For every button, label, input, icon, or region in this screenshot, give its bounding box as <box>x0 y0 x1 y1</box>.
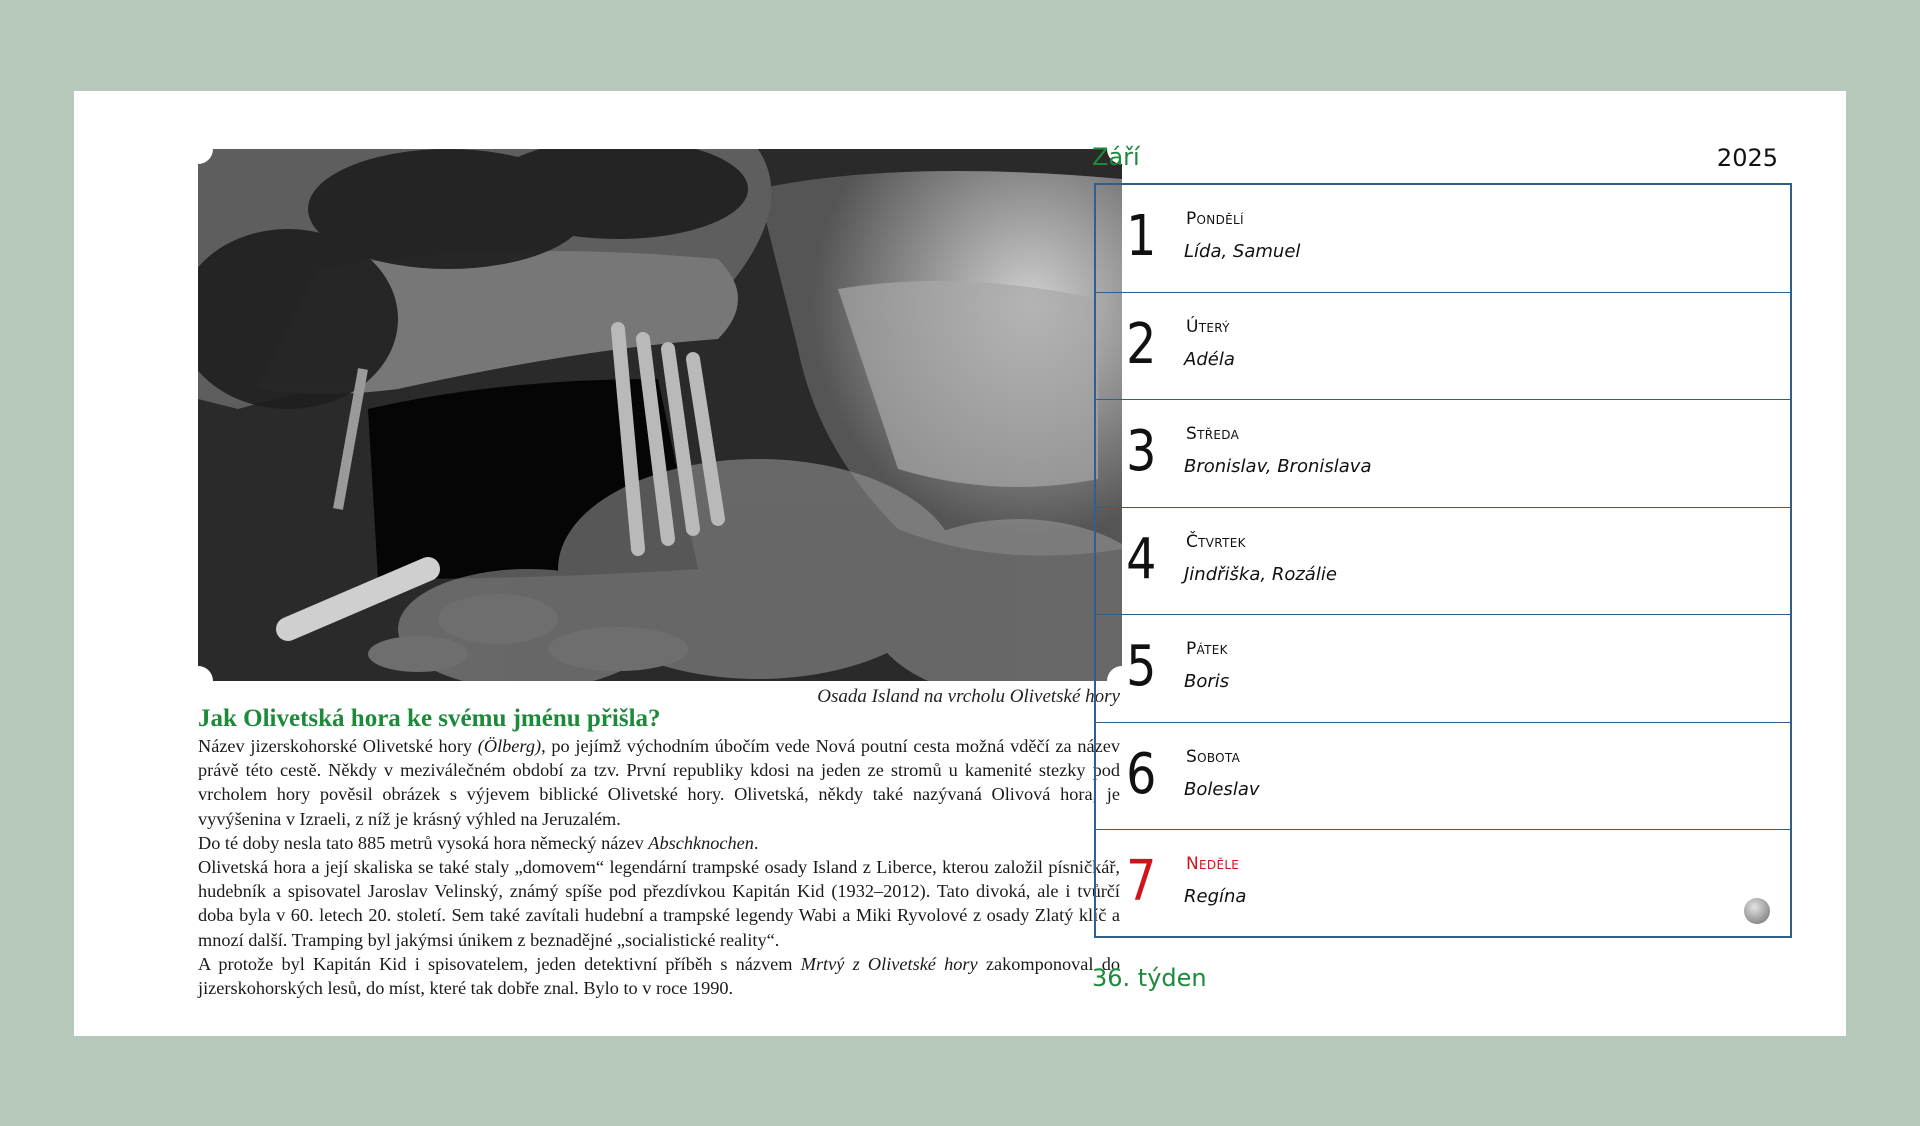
article-title: Jak Olivetská hora ke svému jménu přišla? <box>198 705 661 732</box>
text-run: Název jizerskohorské Olivetské hory <box>198 736 478 756</box>
day-row-7 <box>1096 829 1790 936</box>
article-paragraph <box>198 952 1120 1000</box>
text-run: . <box>753 832 759 853</box>
day-name: Neděle <box>1186 854 1240 874</box>
article-paragraph <box>198 831 1120 855</box>
day-number: 1 <box>1126 204 1157 269</box>
day-row-2 <box>1096 292 1790 399</box>
day-nameday: Adéla <box>1184 349 1235 370</box>
day-nameday: Bronislav, Bronislava <box>1184 456 1372 477</box>
day-nameday: Regína <box>1184 886 1247 907</box>
day-name: Pátek <box>1186 639 1228 659</box>
year-label: 2025 <box>1716 144 1778 172</box>
day-name: Pondělí <box>1186 209 1244 229</box>
day-number: 4 <box>1126 527 1157 592</box>
day-name: Sobota <box>1186 747 1241 767</box>
photo-image <box>198 149 1122 681</box>
day-row-4 <box>1096 507 1790 614</box>
day-number: 6 <box>1126 742 1157 807</box>
day-name: Čtvrtek <box>1186 532 1246 552</box>
day-name: Úterý <box>1186 317 1230 337</box>
day-nameday: Jindřiška, Rozálie <box>1184 564 1337 585</box>
photo-caption: Osada Island na vrcholu Olivetské hory <box>817 686 1120 707</box>
day-row-5 <box>1096 614 1790 721</box>
photo-osada-island <box>198 149 1122 681</box>
article-body <box>198 734 1120 1000</box>
calendar-page <box>74 91 1846 1036</box>
text-run-italic: Abschknochen <box>648 832 754 853</box>
day-row-1 <box>1096 185 1790 292</box>
day-nameday: Boris <box>1184 671 1230 692</box>
day-number: 3 <box>1126 419 1157 484</box>
day-number: 7 <box>1126 849 1157 914</box>
article-paragraph <box>198 734 1120 831</box>
text-run-italic: (Ölberg) <box>477 736 542 756</box>
day-table <box>1094 183 1792 938</box>
day-number: 2 <box>1126 312 1157 377</box>
article-paragraph: Olivetská hora a její skaliska se také staly „domovem“ legendární trampské osady Island z Liberce, kterou založil písničkář, hudebník a spisovatel Jaroslav Velinský, známý spíše pod přezdívkou Kapitán Kid (1932–2012). Tato divoká, ale i tvůrčí doba byla v 60. letech 20. století. Sem také zavítali hudební a trampské legendy Wabi a Miki Ryvolové z osady Zlatý klíč a mnozí další. Tramping byl jakýmsi únikem z beznadějné „socialistické reality“. <box>198 857 1120 950</box>
day-number: 5 <box>1126 634 1157 699</box>
text-run: , po jejímž východním úbočím vede Nová poutní cesta možná vděčí za název právě této cestě. Někdy v meziválečném období za tzv. První republiky kdosi na jeden ze stromů u kamenité stezky pod vrcholem hory pověsil obrázek s výjevem biblické Olivetské hory. Olivetská, někdy také nazývaná Olivová hora, je vyvýšenina v Izraeli, z níž je krásný výhled na Jeruzalém. <box>198 736 1120 829</box>
day-nameday: Lída, Samuel <box>1184 241 1301 262</box>
day-row-3 <box>1096 399 1790 506</box>
day-name: Středa <box>1186 424 1240 444</box>
text-run: zakomponoval do jizerskohorských lesů, do míst, které tak dobře znal. Bylo to v roce 1990. <box>198 953 1120 999</box>
week-label: 36. týden <box>1092 964 1207 992</box>
text-run: A protože byl Kapitán Kid i spisovatelem, jeden detektivní příběh s názvem <box>198 953 801 974</box>
text-run-italic: Mrtvý z Olivetské hory <box>800 953 978 974</box>
month-label: Září <box>1092 143 1140 171</box>
day-row-6 <box>1096 722 1790 829</box>
text-run: Do té doby nesla tato 885 metrů vysoká hora německý název <box>198 832 649 853</box>
day-nameday: Boleslav <box>1184 779 1260 800</box>
full-moon-icon <box>1744 898 1770 924</box>
